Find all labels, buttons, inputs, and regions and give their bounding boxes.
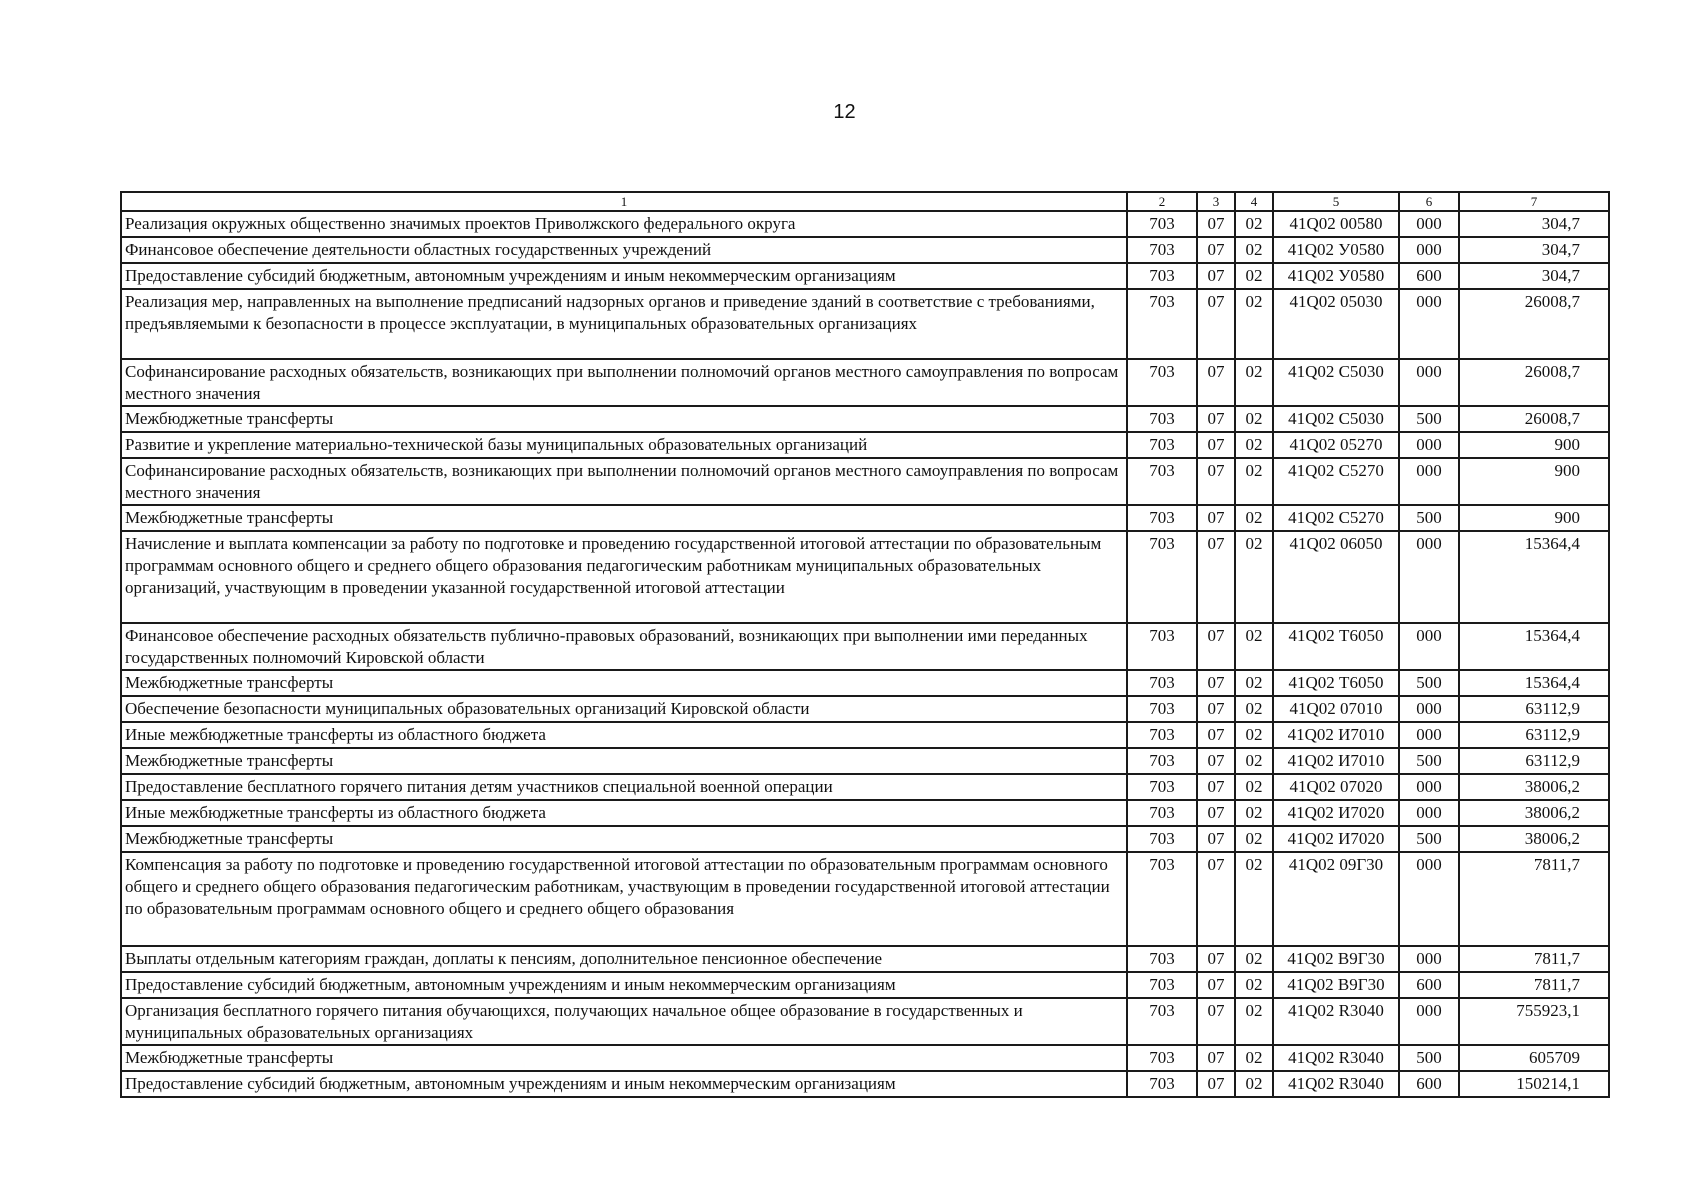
cell-col6: 000 [1399,458,1459,505]
cell-col2: 703 [1127,946,1197,972]
cell-col2: 703 [1127,531,1197,623]
cell-col6: 500 [1399,748,1459,774]
cell-col6: 000 [1399,359,1459,406]
table-row [121,800,1609,826]
cell-col4: 02 [1235,432,1273,458]
cell-amount: 38006,2 [1459,800,1609,826]
cell-col5: 41Q02 С5270 [1273,505,1399,531]
cell-col5: 41Q02 У0580 [1273,237,1399,263]
cell-amount: 900 [1459,458,1609,505]
cell-amount: 15364,4 [1459,670,1609,696]
cell-col2: 703 [1127,696,1197,722]
cell-col4: 02 [1235,800,1273,826]
cell-amount: 26008,7 [1459,359,1609,406]
cell-col3: 07 [1197,1045,1235,1071]
cell-col5: 41Q02 R3040 [1273,1071,1399,1097]
cell-amount: 38006,2 [1459,774,1609,800]
column-header: 4 [1235,192,1273,211]
cell-col4: 02 [1235,211,1273,237]
cell-col4: 02 [1235,972,1273,998]
cell-col5: 41Q02 С5030 [1273,406,1399,432]
cell-col3: 07 [1197,1071,1235,1097]
table-row [121,359,1609,406]
cell-col6: 000 [1399,531,1459,623]
cell-col2: 703 [1127,972,1197,998]
cell-col5: 41Q02 У0580 [1273,263,1399,289]
cell-amount: 63112,9 [1459,722,1609,748]
table-row [121,1045,1609,1071]
cell-col3: 07 [1197,774,1235,800]
cell-col5: 41Q02 С5030 [1273,359,1399,406]
cell-col4: 02 [1235,531,1273,623]
cell-col4: 02 [1235,722,1273,748]
cell-col5: 41Q02 07010 [1273,696,1399,722]
table-row [121,623,1609,670]
cell-col5: 41Q02 С5270 [1273,458,1399,505]
cell-col3: 07 [1197,826,1235,852]
cell-col2: 703 [1127,800,1197,826]
table-row [121,531,1609,623]
cell-col2: 703 [1127,432,1197,458]
column-header: 2 [1127,192,1197,211]
table-row [121,748,1609,774]
column-number-row [121,192,1609,211]
cell-col4: 02 [1235,748,1273,774]
cell-col4: 02 [1235,263,1273,289]
cell-col6: 500 [1399,826,1459,852]
row-description: Финансовое обеспечение расходных обязательств публично-правовых образований, возникающих при выполнении ими переданных государственных полномочий Кировской области [121,623,1127,670]
table-row [121,458,1609,505]
cell-amount: 26008,7 [1459,406,1609,432]
cell-amount: 900 [1459,505,1609,531]
cell-amount: 63112,9 [1459,696,1609,722]
cell-col4: 02 [1235,1045,1273,1071]
row-description: Предоставление бесплатного горячего питания детям участников специальной военной операции [121,774,1127,800]
cell-col6: 000 [1399,800,1459,826]
cell-col2: 703 [1127,505,1197,531]
cell-amount: 7811,7 [1459,972,1609,998]
cell-col2: 703 [1127,623,1197,670]
cell-col2: 703 [1127,289,1197,359]
cell-col3: 07 [1197,623,1235,670]
cell-amount: 304,7 [1459,211,1609,237]
cell-col3: 07 [1197,531,1235,623]
cell-col4: 02 [1235,826,1273,852]
cell-col3: 07 [1197,946,1235,972]
cell-col2: 703 [1127,852,1197,946]
cell-col6: 000 [1399,623,1459,670]
cell-col5: 41Q02 Т6050 [1273,670,1399,696]
cell-col2: 703 [1127,237,1197,263]
cell-col3: 07 [1197,263,1235,289]
table-row [121,263,1609,289]
cell-col4: 02 [1235,998,1273,1045]
table-row [121,696,1609,722]
cell-amount: 7811,7 [1459,852,1609,946]
cell-col6: 000 [1399,696,1459,722]
row-description: Софинансирование расходных обязательств, возникающих при выполнении полномочий органов местного самоуправления по вопросам местного значения [121,359,1127,406]
cell-col2: 703 [1127,359,1197,406]
cell-col3: 07 [1197,432,1235,458]
cell-amount: 38006,2 [1459,826,1609,852]
cell-col5: 41Q02 Т6050 [1273,623,1399,670]
cell-col3: 07 [1197,998,1235,1045]
table-row [121,852,1609,946]
cell-col6: 500 [1399,1045,1459,1071]
table-row [121,670,1609,696]
table-row [121,432,1609,458]
cell-col2: 703 [1127,458,1197,505]
cell-col4: 02 [1235,774,1273,800]
row-description: Предоставление субсидий бюджетным, автономным учреждениям и иным некоммерческим организациям [121,1071,1127,1097]
cell-col5: 41Q02 05270 [1273,432,1399,458]
cell-col5: 41Q02 09Г30 [1273,852,1399,946]
cell-col2: 703 [1127,748,1197,774]
table-row [121,406,1609,432]
page-number: 12 [833,101,856,123]
cell-col4: 02 [1235,359,1273,406]
table-row [121,722,1609,748]
cell-col6: 000 [1399,211,1459,237]
row-description: Межбюджетные трансферты [121,826,1127,852]
table-row [121,946,1609,972]
row-description: Развитие и укрепление материально-технической базы муниципальных образовательных организаций [121,432,1127,458]
row-description: Межбюджетные трансферты [121,505,1127,531]
cell-col5: 41Q02 И7010 [1273,748,1399,774]
cell-amount: 7811,7 [1459,946,1609,972]
cell-col3: 07 [1197,505,1235,531]
cell-col3: 07 [1197,359,1235,406]
row-description: Выплаты отдельным категориям граждан, доплаты к пенсиям, дополнительное пенсионное обеспечение [121,946,1127,972]
row-description: Межбюджетные трансферты [121,748,1127,774]
cell-col5: 41Q02 07020 [1273,774,1399,800]
cell-col4: 02 [1235,289,1273,359]
cell-col3: 07 [1197,800,1235,826]
cell-col4: 02 [1235,1071,1273,1097]
cell-col4: 02 [1235,406,1273,432]
cell-col5: 41Q02 06050 [1273,531,1399,623]
cell-col3: 07 [1197,406,1235,432]
row-description: Иные межбюджетные трансферты из областного бюджета [121,800,1127,826]
cell-col3: 07 [1197,670,1235,696]
cell-col6: 600 [1399,1071,1459,1097]
cell-col5: 41Q02 R3040 [1273,998,1399,1045]
cell-col2: 703 [1127,1045,1197,1071]
table-row [121,237,1609,263]
cell-amount: 755923,1 [1459,998,1609,1045]
cell-amount: 63112,9 [1459,748,1609,774]
cell-col6: 500 [1399,670,1459,696]
cell-col4: 02 [1235,623,1273,670]
column-header: 3 [1197,192,1235,211]
cell-col6: 000 [1399,774,1459,800]
row-description: Иные межбюджетные трансферты из областного бюджета [121,722,1127,748]
cell-col3: 07 [1197,289,1235,359]
cell-amount: 15364,4 [1459,531,1609,623]
cell-col6: 000 [1399,432,1459,458]
column-header: 7 [1459,192,1609,211]
cell-col6: 600 [1399,263,1459,289]
cell-col4: 02 [1235,670,1273,696]
cell-col2: 703 [1127,998,1197,1045]
cell-col4: 02 [1235,458,1273,505]
cell-col6: 600 [1399,972,1459,998]
budget-table [120,191,1610,1098]
cell-col3: 07 [1197,972,1235,998]
column-header: 6 [1399,192,1459,211]
row-description: Обеспечение безопасности муниципальных образовательных организаций Кировской области [121,696,1127,722]
cell-col2: 703 [1127,1071,1197,1097]
cell-col5: 41Q02 00580 [1273,211,1399,237]
cell-col5: 41Q02 В9Г30 [1273,972,1399,998]
cell-col2: 703 [1127,670,1197,696]
cell-col6: 500 [1399,406,1459,432]
cell-col2: 703 [1127,826,1197,852]
row-description: Начисление и выплата компенсации за работу по подготовке и проведению государственной итоговой аттестации по образовательным программам основного общего и среднего общего образования педагогическим работникам муниципальных образовательных организаций, участвующим в проведении указанной государственной итоговой аттестации [121,531,1127,623]
cell-amount: 605709 [1459,1045,1609,1071]
row-description: Организация бесплатного горячего питания обучающихся, получающих начальное общее образование в государственных и муниципальных образовательных организациях [121,998,1127,1045]
cell-amount: 150214,1 [1459,1071,1609,1097]
column-header: 1 [121,192,1127,211]
cell-col6: 000 [1399,852,1459,946]
cell-col2: 703 [1127,211,1197,237]
cell-col2: 703 [1127,263,1197,289]
cell-amount: 304,7 [1459,237,1609,263]
cell-col3: 07 [1197,696,1235,722]
cell-col6: 000 [1399,946,1459,972]
table-row [121,211,1609,237]
cell-col6: 000 [1399,722,1459,748]
cell-col3: 07 [1197,237,1235,263]
cell-amount: 26008,7 [1459,289,1609,359]
row-description: Межбюджетные трансферты [121,670,1127,696]
table-row [121,826,1609,852]
cell-col3: 07 [1197,458,1235,505]
cell-col4: 02 [1235,505,1273,531]
cell-amount: 15364,4 [1459,623,1609,670]
cell-col3: 07 [1197,211,1235,237]
cell-col3: 07 [1197,852,1235,946]
row-description: Компенсация за работу по подготовке и проведению государственной итоговой аттестации по образовательным программам основного общего и среднего общего образования педагогическим работникам, участвующим в проведении государственной итоговой аттестации по образовательным программам основного общего и среднего общего образования [121,852,1127,946]
row-description: Софинансирование расходных обязательств, возникающих при выполнении полномочий органов местного самоуправления по вопросам местного значения [121,458,1127,505]
cell-col4: 02 [1235,696,1273,722]
row-description: Межбюджетные трансферты [121,1045,1127,1071]
cell-col5: 41Q02 05030 [1273,289,1399,359]
cell-col5: 41Q02 R3040 [1273,1045,1399,1071]
table-row [121,289,1609,359]
cell-col6: 000 [1399,998,1459,1045]
cell-col4: 02 [1235,237,1273,263]
cell-col2: 703 [1127,406,1197,432]
cell-col5: 41Q02 И7020 [1273,826,1399,852]
column-header: 5 [1273,192,1399,211]
cell-col5: 41Q02 В9Г30 [1273,946,1399,972]
table-row [121,1071,1609,1097]
table-row [121,972,1609,998]
cell-amount: 900 [1459,432,1609,458]
cell-col6: 000 [1399,237,1459,263]
row-description: Предоставление субсидий бюджетным, автономным учреждениям и иным некоммерческим организациям [121,263,1127,289]
row-description: Предоставление субсидий бюджетным, автономным учреждениям и иным некоммерческим организациям [121,972,1127,998]
cell-col2: 703 [1127,774,1197,800]
cell-col4: 02 [1235,852,1273,946]
cell-col4: 02 [1235,946,1273,972]
cell-col6: 500 [1399,505,1459,531]
cell-col5: 41Q02 И7020 [1273,800,1399,826]
row-description: Финансовое обеспечение деятельности областных государственных учреждений [121,237,1127,263]
cell-col3: 07 [1197,748,1235,774]
cell-col2: 703 [1127,722,1197,748]
cell-col5: 41Q02 И7010 [1273,722,1399,748]
cell-col6: 000 [1399,289,1459,359]
table-row [121,505,1609,531]
cell-col3: 07 [1197,722,1235,748]
cell-amount: 304,7 [1459,263,1609,289]
row-description: Реализация окружных общественно значимых проектов Приволжского федерального округа [121,211,1127,237]
row-description: Межбюджетные трансферты [121,406,1127,432]
row-description: Реализация мер, направленных на выполнение предписаний надзорных органов и приведение зданий в соответствие с требованиями, предъявляемыми к безопасности в процессе эксплуатации, в муниципальных образовательных организациях [121,289,1127,359]
table-row [121,998,1609,1045]
table-row [121,774,1609,800]
